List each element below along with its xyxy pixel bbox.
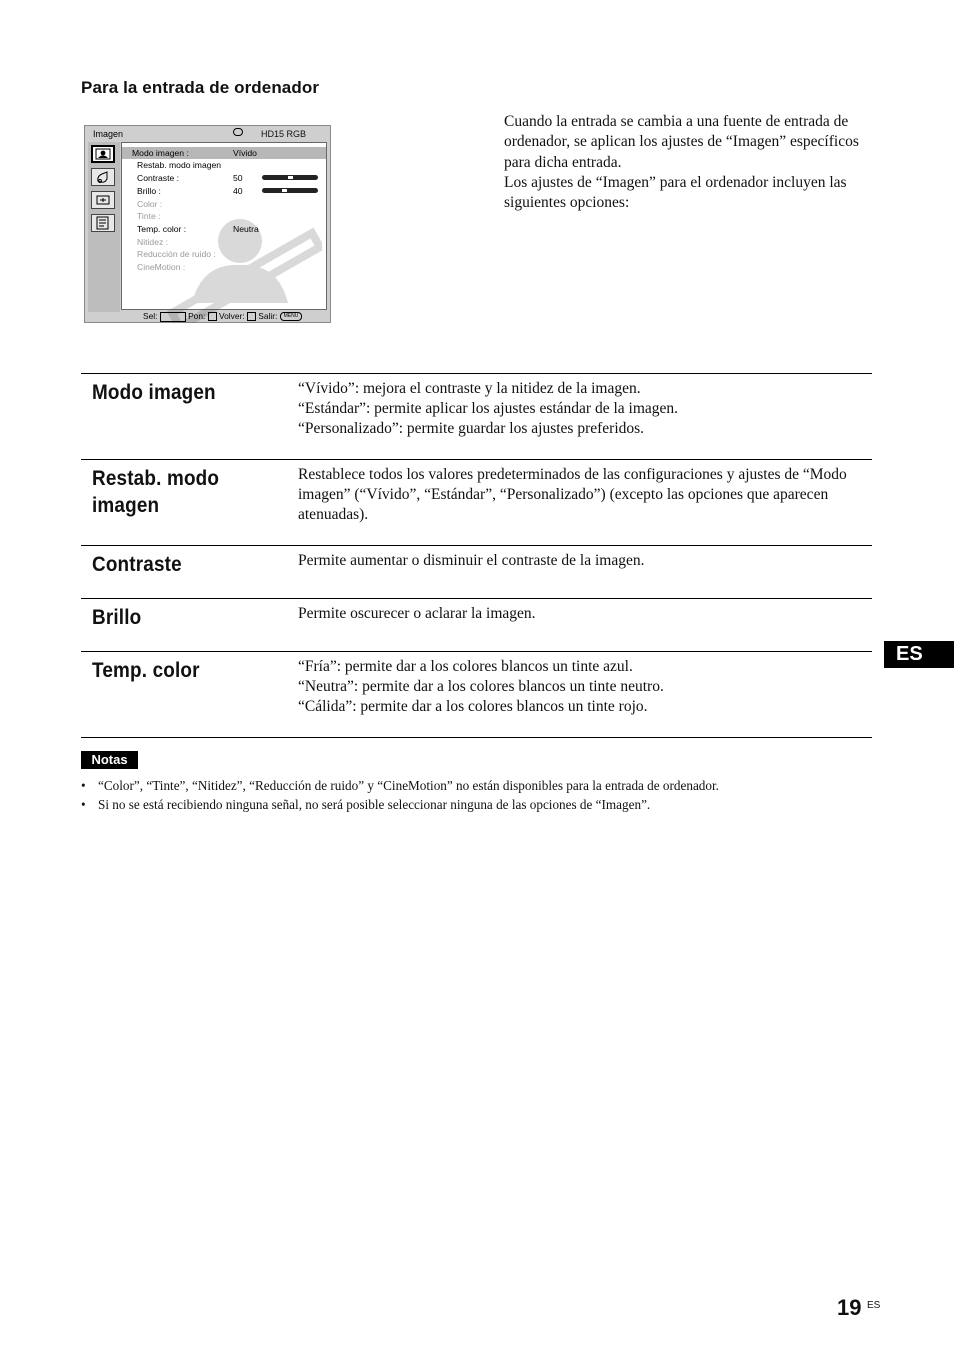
definition-row bbox=[81, 373, 872, 459]
picture-icon bbox=[91, 145, 115, 163]
osd-sidebar bbox=[88, 142, 120, 312]
page-number: 19 bbox=[837, 1295, 862, 1320]
language-tab: ES bbox=[884, 641, 954, 668]
osd-row-restab-modo-imagen[interactable]: Restab. modo imagen bbox=[137, 160, 222, 170]
enter-key-icon bbox=[208, 312, 217, 321]
definition-table bbox=[81, 373, 872, 738]
osd-row-modo-imagen[interactable]: Modo imagen : Vívido bbox=[122, 147, 326, 159]
bullet-icon: • bbox=[81, 796, 86, 812]
intro-paragraph-1: Cuando la entrada se cambia a una fuente de entrada de ordenador, se aplican los ajustes de “Imagen” específicos para dicha entrada. bbox=[504, 113, 859, 171]
definition-description: “Fría”: permite dar a los colores blancos un tinte azul. “Neutra”: permite dar a los colores blancos un tinte neutro. “Cálida”: permite dar a los colores blancos un tinte rojo. bbox=[298, 658, 664, 715]
definition-description: “Vívido”: mejora el contraste y la nitidez de la imagen. “Estándar”: permite aplicar los ajustes estándar de la imagen. “Personalizado”: permite guardar los ajustes preferidos. bbox=[298, 380, 679, 437]
definition-term: Contraste bbox=[92, 553, 182, 576]
bullet-icon: • bbox=[81, 778, 86, 793]
menu-key-icon: MENU bbox=[280, 312, 303, 321]
osd-row-cinemotion: CineMotion : bbox=[137, 262, 186, 272]
intro-paragraph-2: Los ajustes de “Imagen” para el ordenador incluyen las siguientes opciones: bbox=[504, 173, 847, 212]
contraste-slider[interactable] bbox=[262, 175, 318, 180]
osd-input-label: HD15 RGB bbox=[261, 129, 307, 139]
osd-row-color: Color : bbox=[137, 199, 163, 209]
definition-description: Permite aumentar o disminuir el contraste de la imagen. bbox=[298, 552, 645, 569]
definition-description: Permite oscurecer o aclarar la imagen. bbox=[298, 605, 536, 622]
definition-row bbox=[81, 651, 872, 738]
definition-row bbox=[81, 545, 872, 598]
brillo-slider[interactable] bbox=[262, 188, 318, 193]
osd-footer: Sel: Pon: Volver: Salir: MENU bbox=[143, 311, 302, 322]
definition-term: Temp. color bbox=[92, 659, 200, 682]
osd-menu-screenshot bbox=[84, 125, 331, 323]
osd-row-temp-color[interactable]: Temp. color : Neutra bbox=[137, 224, 259, 234]
definition-term: Restab. modo imagen bbox=[92, 467, 220, 517]
definition-row bbox=[81, 459, 872, 545]
osd-row-tinte: Tinte : bbox=[137, 211, 161, 221]
intro-text bbox=[504, 112, 874, 213]
definition-term: Modo imagen bbox=[92, 381, 216, 404]
note-item: • “Color”, “Tinte”, “Nitidez”, “Reducción de ruido” y “CineMotion” no están disponibles para la entrada de ordenador. bbox=[81, 777, 881, 796]
page-language: ES bbox=[867, 1300, 881, 1311]
section-title: Para la entrada de ordenador bbox=[81, 78, 320, 97]
notes-label: Notas bbox=[81, 751, 138, 769]
osd-title: Imagen bbox=[93, 129, 124, 139]
definition-row bbox=[81, 598, 872, 651]
arrow-keys-icon bbox=[160, 312, 186, 322]
input-icon bbox=[233, 128, 243, 136]
definition-term: Brillo bbox=[92, 606, 142, 629]
sound-icon bbox=[91, 168, 115, 186]
notes-list bbox=[81, 777, 881, 814]
definition-description: Restablece todos los valores predeterminados de las configuraciones y ajustes de “Modo imagen” (“Vívido”, “Estándar”, “Personalizado”) (excepto las opciones que aparecen atenuadas). bbox=[298, 466, 847, 523]
screen-icon bbox=[91, 191, 115, 209]
osd-row-contraste[interactable]: Contraste : 50 bbox=[122, 172, 326, 184]
note-item: • Si no se está recibiendo ninguna señal, no será posible seleccionar ninguna de las opciones de “Imagen”. bbox=[81, 796, 881, 815]
osd-row-reduccion-ruido: Reducción de ruido : bbox=[137, 249, 216, 259]
settings-icon bbox=[91, 214, 115, 232]
osd-row-nitidez: Nitidez : bbox=[137, 237, 169, 247]
osd-row-brillo[interactable]: Brillo : 40 bbox=[122, 185, 326, 197]
osd-settings-panel bbox=[121, 142, 327, 310]
back-key-icon bbox=[247, 312, 256, 321]
